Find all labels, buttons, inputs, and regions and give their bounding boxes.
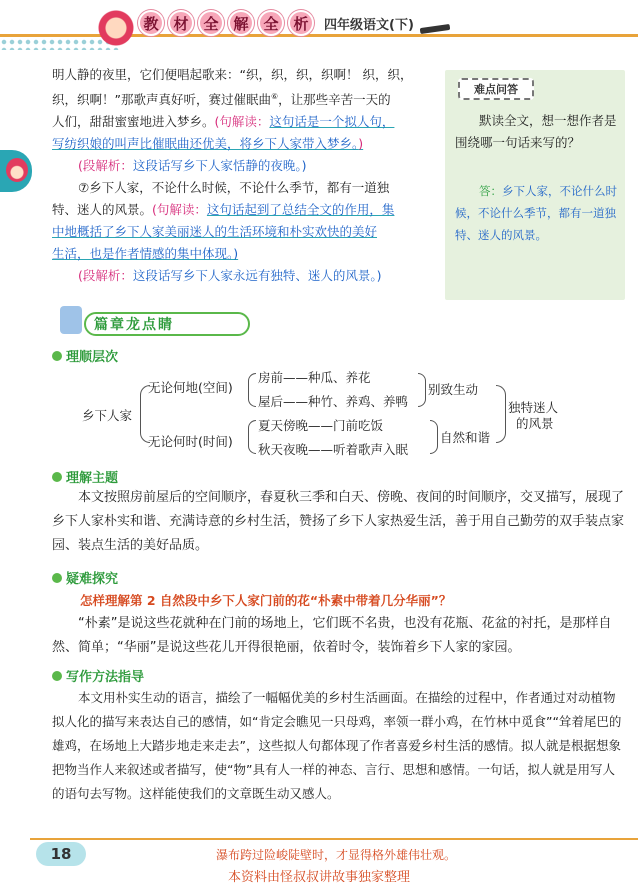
- section-heading: [52, 568, 118, 587]
- bracket: [430, 420, 438, 454]
- text-line: [52, 111, 437, 133]
- qa-question: 默读全文，想一想作者是围绕哪一句话来写的？: [455, 113, 617, 150]
- text-span: ，让那些辛苦一天的: [278, 92, 391, 108]
- para-note-text: 这段话写乡下人家永远有独特、迷人的风景。): [132, 268, 382, 284]
- bullet-icon: [52, 351, 62, 361]
- exploration-question: 怎样理解第 2 自然段中乡下人家门前的花“朴素中带着几分华丽”？: [80, 593, 452, 608]
- bullet-icon: [52, 671, 62, 681]
- title-char: 材: [168, 10, 194, 36]
- bracket: [496, 385, 506, 443]
- text-span: 织，织啊！”那歌声真好听，赛过催眠曲: [52, 92, 271, 108]
- text-line: 生活，也是作者情感的集中体现。): [52, 246, 239, 262]
- text-line: 中地概括了乡下人家美丽迷人的生活环境和朴实欢快的美好: [52, 224, 378, 240]
- sentence-note-continued: [52, 133, 437, 155]
- page-header: [0, 0, 638, 62]
- section-title: 写作方法指导: [66, 670, 145, 685]
- text-span: 写纺织娘的叫声比催眠曲还优美，将乡下人家带入梦乡。: [52, 136, 359, 152]
- diagram-item: 屋后——种竹、养鸡、养鸭: [258, 394, 409, 409]
- title-char: 解: [228, 10, 254, 36]
- text-line: [52, 199, 437, 221]
- qa-answer: [455, 180, 619, 246]
- exploration-answer: “朴素”是说这些花就种在门前的场地上，它们既不名贵，也没有花瓶、花盆的衬托，是那样自然、简单；“华丽”是说这些花儿开得很艳丽，依着时令，装饰着乡下人家的家园。: [52, 616, 612, 655]
- section-heading: [52, 666, 144, 685]
- text-line: [52, 86, 437, 111]
- para-note-tag: (段解析：: [78, 158, 133, 174]
- diagram-result: 自然和谐: [440, 430, 491, 445]
- diagram-final: 独特迷人: [508, 400, 559, 415]
- diagram-item: 秋天夜晚——听着歌声入眠: [258, 442, 409, 457]
- footer-rule: [30, 838, 638, 840]
- section-title: 理顺层次: [66, 350, 119, 365]
- footer-quote: 瀑布跨过险峻陡壁时，才显得格外雄伟壮观。: [216, 848, 457, 862]
- section-title: 疑难探究: [66, 572, 119, 587]
- para-note-tag: (段解析：: [78, 268, 133, 284]
- sentence-note-tag: (句解读：: [214, 114, 270, 130]
- diagram-item: 夏天傍晚——门前吃饭: [258, 418, 384, 433]
- title-char: 教: [138, 10, 164, 36]
- bracket: [248, 420, 256, 454]
- diagram-final: 的风景: [516, 416, 554, 431]
- answer-text: 乡下人家，不论什么时候，不论什么季节，都有一道独特、迷人的风景。: [455, 184, 617, 242]
- footnote-mark: ⑥: [270, 92, 279, 101]
- robot-icon: [60, 306, 82, 334]
- writing-guide-paragraph: 本文用朴实生动的语言，描绘了一幅幅优美的乡村生活画面。在描绘的过程中，作者通过对动植物拟人化的描写来表达自己的感情，如“肯定会瞧见一只母鸡，率领一群小鸡，在竹林中觅食”“耸着尾巴的雄鸡，在场地上大踏步地走来走去”，这些拟人句都体现了作者喜爱乡村生活的感情。拟人就是根据想象把物当作人来叙述或者描写，使“物”具有人一样的神态、言行、思想和感情。一句话，拟人就是用写人的语句去写物。这样能使我们的文章既生动又感人。: [52, 690, 622, 801]
- qa-tag: 难点问答: [458, 78, 534, 100]
- bullet-icon: [52, 573, 62, 583]
- text-line: ⑦乡下人家，不论什么时候，不论什么季节，都有一道独: [78, 180, 390, 196]
- theme-paragraph: 本文按照房前屋后的空间顺序，春夏秋三季和白天、傍晚、夜间的时间顺序，交叉描写，展现了乡下人家朴实和谐、充满诗意的乡村生活，赞扬了乡下人家热爱生活，善于用自己勤劳的双手装点家园、装点生活的美好品质。: [52, 490, 625, 553]
- paragraph-6: [52, 64, 437, 287]
- grade-label: 四年级语文(下): [324, 18, 414, 33]
- title-char: 析: [288, 10, 314, 36]
- bracket: [418, 373, 426, 407]
- section-title: 理解主题: [66, 471, 119, 486]
- mascot-icon: [98, 6, 134, 46]
- credit-line: 本资料由怪叔叔讲故事独家整理: [227, 870, 410, 885]
- diagram-result: 别致生动: [428, 382, 479, 397]
- page-number: 18: [36, 842, 86, 866]
- title-char: 全: [198, 10, 224, 36]
- side-mascot-icon: [6, 158, 28, 182]
- section-heading: [52, 346, 118, 365]
- text-span: 特、迷人的风景。: [52, 202, 153, 218]
- text-span: 人们，甜甜蜜蜜地进入梦乡。: [52, 114, 215, 130]
- bracket: [248, 373, 256, 407]
- header-rule: [0, 34, 638, 37]
- diagram-time: 无论何时(时间): [148, 434, 233, 449]
- banner-label: 篇章龙点睛: [84, 312, 250, 336]
- title-char: 全: [258, 10, 284, 36]
- sentence-note-text: 这句话是一个拟人句，: [269, 114, 395, 130]
- section-heading: [52, 467, 118, 486]
- diagram-item: 房前——种瓜、养花: [258, 370, 371, 385]
- diagram-root: 乡下人家: [82, 408, 133, 423]
- bullet-icon: [52, 472, 62, 482]
- book-title: [138, 10, 314, 36]
- sentence-note-tag: (句解读：: [152, 202, 207, 218]
- paragraph-note: [52, 155, 437, 177]
- answer-label: 答：: [479, 184, 502, 198]
- diagram-space: 无论何地(空间): [148, 380, 233, 395]
- paragraph-note: [52, 265, 437, 287]
- pencil-icon: [420, 24, 451, 34]
- sentence-note-text: 这句话起到了总结全文的作用，集: [206, 202, 395, 218]
- text-span: ): [358, 136, 364, 152]
- para-note-text: 这段话写乡下人家恬静的夜晚。): [132, 158, 307, 174]
- text-line: 明人静的夜里，它们便唱起歌来：“织，织，织，织啊！ 织，织，: [52, 67, 413, 82]
